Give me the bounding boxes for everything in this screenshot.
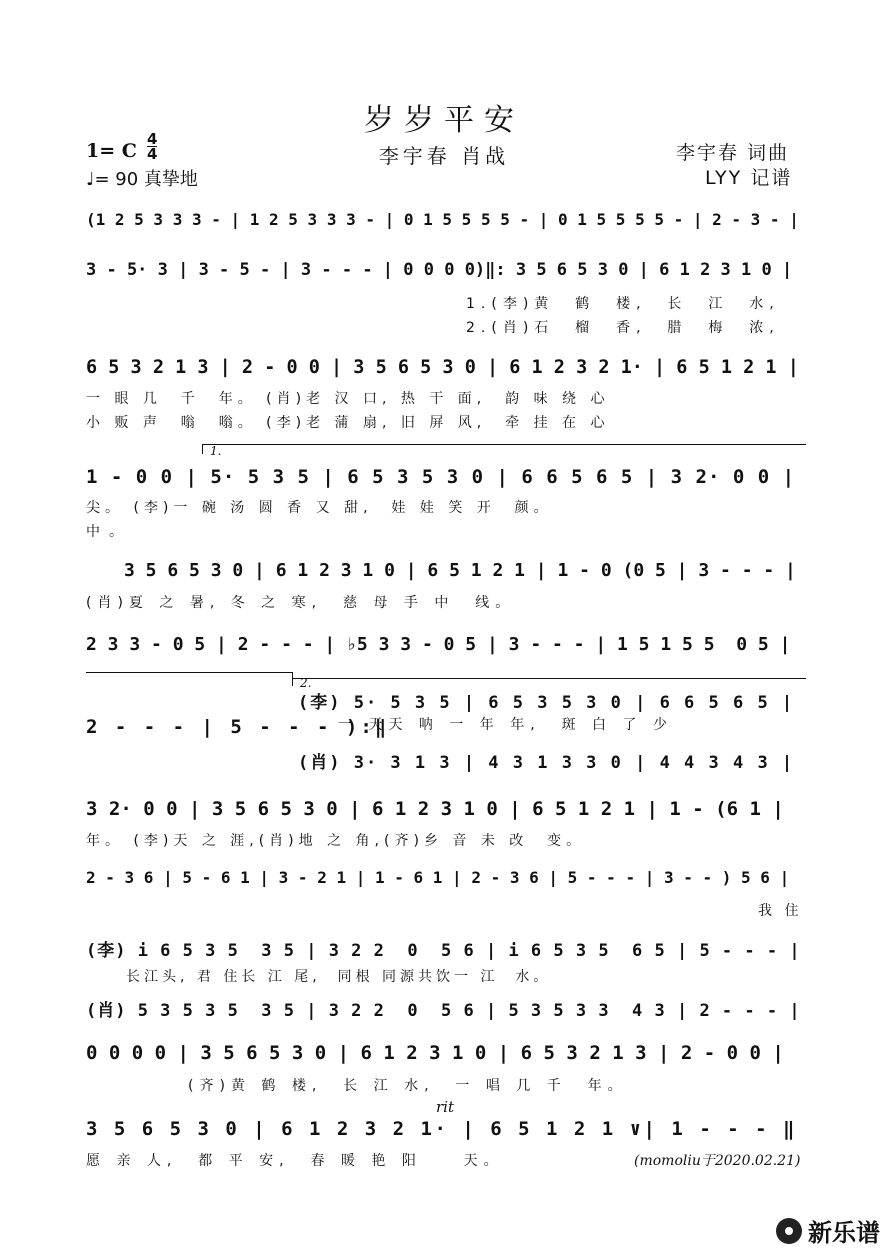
voice-li-lyrics-2: 长江头, 君 住长 江 尾, 同根 同源共饮一 江 水。 [126, 969, 552, 985]
voice-li-lyrics: 一 天天 呐 一 年 年, 斑 白 了 少 [338, 717, 673, 733]
volta-1-continuation [86, 672, 292, 673]
notes-row-11: 0 0 0 0 | 3 5 6 5 3 0 | 6 1 2 3 1 0 | 6 5 3 2 1 3 | 2 - 0 0 | [86, 1042, 784, 1064]
transcriber-signature: (momoliu于2020.02.21) [634, 1153, 801, 1169]
notes-row-1: (1 2 5 3 3 3 - | 1 2 5 3 3 3 - | 0 1 5 5 5 5 - | 0 1 5 5 5 5 - | 2 - 3 - | [86, 210, 799, 229]
key-signature: 1= C [86, 140, 137, 162]
site-logo: 新乐谱 [776, 1213, 880, 1248]
quarter-note-icon: ♩ [86, 169, 95, 190]
volta-2-edge [292, 672, 293, 686]
notes-row-9: 2 - 3 6 | 5 - 6 1 | 3 - 2 1 | 1 - 6 1 | 2 - 3 6 | 5 - - - | 3 - - ) 5 6 | [86, 868, 790, 887]
lyrics-row-9: 我 住 [758, 903, 803, 919]
volta-number: 1. [210, 444, 222, 458]
notes-row-7: 2 - - - | 5 - - - ):‖ [86, 716, 390, 738]
score-title: 岁岁平安 [364, 103, 524, 138]
lyrics-row-3-verse-1: 一 眼 几 千 年。 (肖)老 汉 口, 热 干 面, 韵 味 绕 心 [86, 391, 610, 407]
voice-li-notes-2: (李) i 6 5 3 5 3 5 | 3 2 2 0 5 6 | i 6 5 3 5 6 5 | 5 - - - | [86, 941, 801, 961]
lyrics-row-4-verse-1: 尖。 (李)一 碗 汤 圆 香 又 甜, 娃 娃 笑 开 颜。 [86, 500, 553, 516]
lyrics-row-2-verse-2: 2.(肖)石 榴 香, 腊 梅 浓, [466, 320, 780, 336]
notes-row-8: 3 2· 0 0 | 3 5 6 5 3 0 | 6 1 2 3 1 0 | 6 5 1 2 1 | 1 - (6 1 | [86, 798, 784, 820]
credit-lyrics: 李宇春 词曲 [676, 142, 790, 164]
notes-row-6: 2 3 3 - 0 5 | 2 - - - | ♭5 3 3 - 0 5 | 3 - - - | 1 5 1 5 5 0 5 | [86, 634, 791, 655]
voice-xiao-notes-2: (肖) 5 3 5 3 5 3 5 | 3 2 2 0 5 6 | 5 3 5 3 3 4 3 | 2 - - - | [86, 1001, 801, 1021]
tempo-marking: ♩= 90 真挚地 [86, 169, 198, 190]
notes-row-12: 3 5 6 5 3 0 | 6 1 2 3 2 1· | 6 5 1 2 1 ∨| 1 - - - ‖ [86, 1118, 797, 1140]
lyrics-row-4-verse-2: 中。 [86, 524, 132, 540]
volta-bracket [202, 444, 806, 445]
voice-xiao-notes: (肖) 3· 3 1 3 | 4 3 1 3 3 0 | 4 4 3 4 3 | [298, 753, 795, 773]
lyrics-row-12: 愿 亲 人, 都 平 安, 春 暖 艳 阳 天。 [86, 1153, 504, 1169]
ritardando-marking: rit [436, 1098, 454, 1116]
lyrics-row-11: (齐)黄 鹤 楼, 长 江 水, 一 唱 几 千 年。 [188, 1078, 628, 1094]
vinyl-disc-icon [776, 1218, 802, 1244]
lyrics-row-8: 年。 (李)天 之 涯,(肖)地 之 角,(齐)乡 音 未 改 变。 [86, 833, 586, 849]
notes-row-3: 6 5 3 2 1 3 | 2 - 0 0 | 3 5 6 5 3 0 | 6 1 2 3 2 1· | 6 5 1 2 1 | [86, 357, 799, 378]
notes-row-2: 3 - 5· 3 | 3 - 5 - | 3 - - - | 0 0 0 0)‖: 3 5 6 5 3 0 | 6 1 2 3 1 0 | [86, 260, 793, 280]
lyrics-row-5: (肖)夏 之 暑, 冬 之 寒, 慈 母 手 中 线。 [86, 595, 516, 611]
volta-bracket-edge [202, 444, 203, 454]
singers: 李宇春 肖战 [378, 144, 510, 168]
volta-2-number: 2. [300, 676, 312, 690]
volta-2-bracket [292, 678, 806, 679]
lyrics-row-3-verse-2: 小 贩 声 嗡 嗡。 (李)老 蒲 扇, 旧 屏 风, 牵 挂 在 心 [86, 415, 610, 431]
time-signature: 4 4 [147, 130, 158, 163]
notes-row-4: 1 - 0 0 | 5· 5 3 5 | 6 5 3 5 3 0 | 6 6 5 6 5 | 3 2· 0 0 | [86, 466, 796, 488]
lyrics-row-2-verse-1: 1.(李)黄 鹤 楼, 长 江 水, [466, 296, 780, 312]
credit-transcriber: LYY 记谱 [705, 167, 793, 189]
voice-li-notes: (李) 5· 5 3 5 | 6 5 3 5 3 0 | 6 6 5 6 5 | [298, 693, 795, 713]
notes-row-5: 3 5 6 5 3 0 | 6 1 2 3 1 0 | 6 5 1 2 1 | 1 - 0 (0 5 | 3 - - - | [124, 560, 796, 581]
